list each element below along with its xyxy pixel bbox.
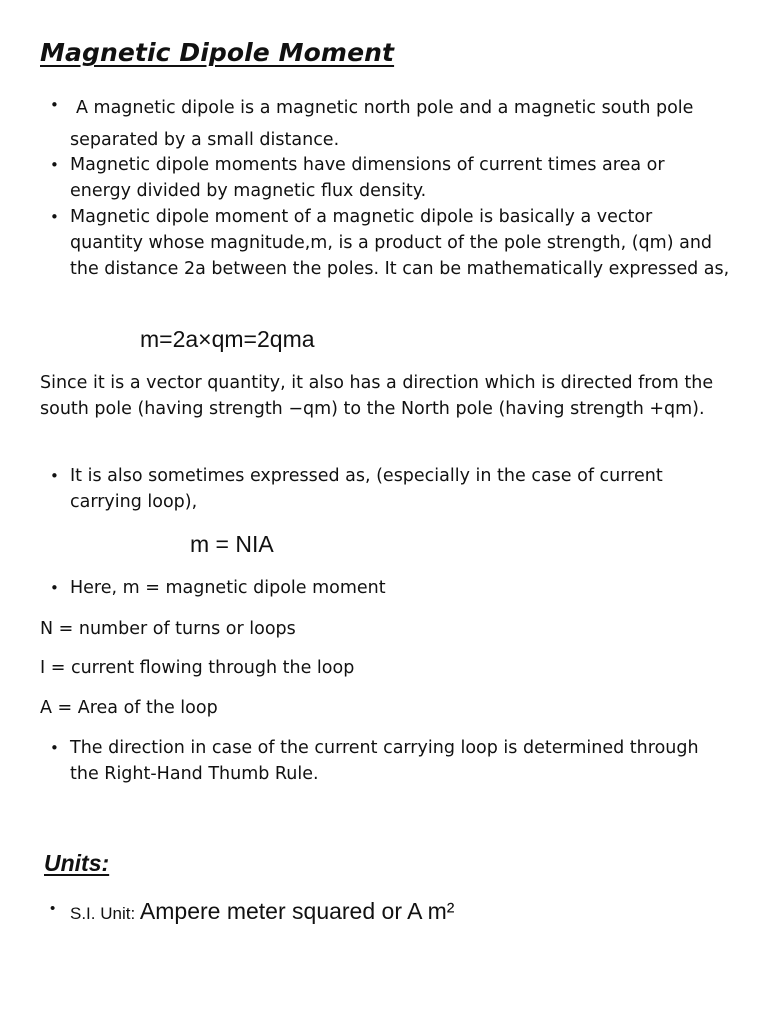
list-item-text: A magnetic dipole is a magnetic north pole and a magnetic south pole separated by a small distance. — [70, 98, 694, 150]
intro-bullet-list — [40, 92, 730, 282]
list-item — [40, 463, 730, 515]
direction-bullet-list — [40, 735, 730, 787]
list-item-text: Magnetic dipole moments have dimensions of current times area or energy divided by magnetic flux density. — [70, 155, 665, 201]
units-bullet-list — [40, 896, 730, 930]
si-unit-label: S.I. Unit: — [70, 904, 140, 923]
list-item-text: Magnetic dipole moment of a magnetic dipole is basically a vector quantity whose magnitude,m, is a product of the pole strength, (qm) and the distance 2a between the poles. It can be mathematically expressed as, — [70, 207, 730, 279]
direction-paragraph: Since it is a vector quantity, it also has a direction which is directed from the south pole (having strength −qm) to the North pole (having strength +qm). — [40, 373, 714, 419]
units-heading: Units: — [44, 850, 110, 876]
loop-bullet-list — [40, 463, 730, 515]
list-item-text: It is also sometimes expressed as, (especially in the case of current carrying loop), — [70, 466, 663, 512]
formula-dipole-moment: m=2a×qm=2qma — [140, 326, 315, 352]
list-item — [40, 204, 730, 282]
si-unit-value: Ampere meter squared or A m² — [139, 898, 455, 924]
symbol-bullet-list — [40, 575, 730, 601]
list-item — [40, 735, 730, 787]
list-item-text: The direction in case of the current carrying loop is determined through the Right-Hand Thumb Rule. — [70, 738, 699, 784]
list-item — [40, 896, 730, 930]
list-item — [40, 152, 730, 204]
list-item — [40, 92, 730, 156]
definition-n: N = number of turns or loops — [40, 619, 296, 639]
definition-a: A = Area of the loop — [40, 698, 218, 718]
page-title: Magnetic Dipole Moment — [40, 38, 395, 67]
formula-current-loop: m = NIA — [190, 531, 274, 557]
list-item — [40, 575, 730, 601]
definition-i: I = current flowing through the loop — [40, 658, 355, 678]
list-item-text: Here, m = magnetic dipole moment — [70, 578, 386, 598]
